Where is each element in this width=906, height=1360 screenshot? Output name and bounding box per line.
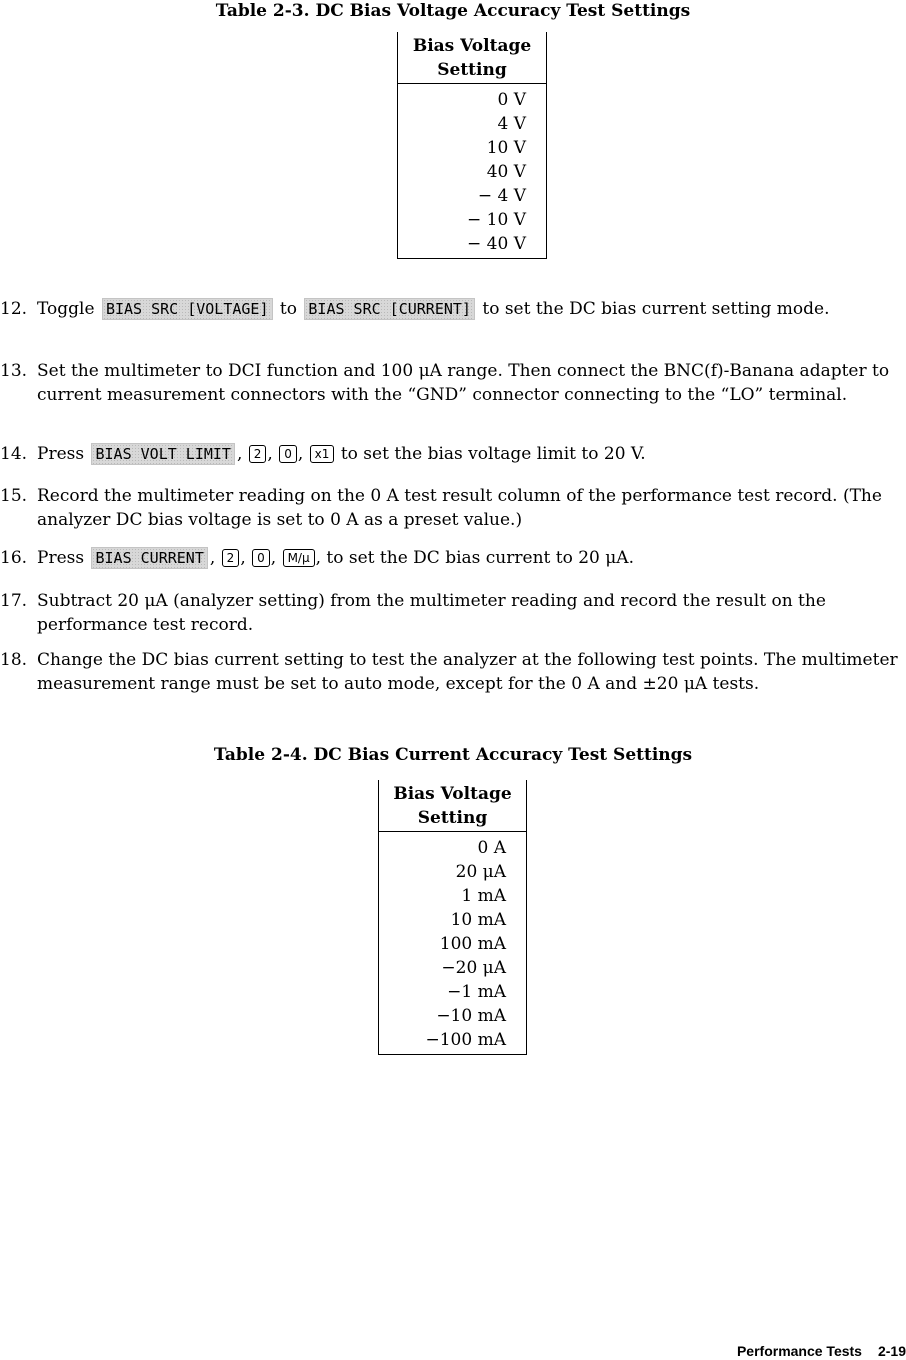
table-row: −100 mA [425, 1030, 506, 1050]
table-row: 100 mA [439, 934, 506, 954]
step-text: Subtract 20 μA (analyzer setting) from the multimeter reading and record the result on the performance test record. [37, 591, 826, 635]
table-2-4 [378, 780, 527, 1055]
table-2-3-header [398, 32, 546, 84]
step-number: 17. [0, 591, 28, 611]
table-row: − 40 V [467, 234, 526, 254]
table-row: 20 μA [455, 862, 506, 882]
step-number: 12. [0, 299, 28, 319]
table-row: 0 A [477, 838, 506, 858]
table-row: 0 V [497, 90, 526, 110]
step-text: to set the DC bias current setting mode. [482, 299, 830, 319]
table-row: 10 mA [450, 910, 506, 930]
key-m-mu-hardkey[interactable]: M/μ [283, 549, 315, 567]
step-text: Record the multimeter reading on the 0 A test result column of the performance test record. (The analyzer DC bias voltage is set to 0 A as a preset value.) [37, 486, 882, 530]
step-number: 14. [0, 444, 28, 464]
step-text: Press [37, 444, 85, 464]
bias-current-softkey[interactable]: BIAS CURRENT [91, 547, 207, 569]
table-row: 1 mA [461, 886, 506, 906]
step-text: to [279, 299, 297, 319]
key-2-hardkey[interactable]: 2 [249, 445, 267, 463]
bias-src-voltage-softkey[interactable]: BIAS SRC [VOLTAGE] [102, 298, 273, 320]
bias-src-current-softkey[interactable]: BIAS SRC [CURRENT] [304, 298, 475, 320]
table-row: 4 V [497, 114, 526, 134]
page-number: 2-19 [877, 1343, 906, 1359]
table-header-line: Bias Voltage [412, 36, 532, 56]
table-row: 10 V [486, 138, 526, 158]
bias-volt-limit-softkey[interactable]: BIAS VOLT LIMIT [91, 443, 234, 465]
table-row: −1 mA [447, 982, 506, 1002]
table-2-3-caption: Table 2-3. DC Bias Voltage Accuracy Test Settings [215, 1, 691, 21]
table-row: − 10 V [467, 210, 526, 230]
step-number: 16. [0, 548, 28, 568]
step-text: Set the multimeter to DCI function and 100 μA range. Then connect the BNC(f)-Banana adapter to current measurement connectors with the “GND” connector connecting to the “LO” terminal. [37, 361, 890, 405]
table-row: −10 mA [436, 1006, 506, 1026]
table-2-4-caption: Table 2-4. DC Bias Current Accuracy Test Settings [213, 745, 693, 765]
key-0-hardkey[interactable]: 0 [252, 549, 270, 567]
step-number: 13. [0, 361, 28, 381]
step-number: 15. [0, 486, 28, 506]
step-number: 18. [0, 650, 28, 670]
step-text: Press [37, 548, 85, 568]
table-row: 40 V [486, 162, 526, 182]
step-text: to set the DC bias current to 20 μA. [326, 548, 634, 568]
table-2-4-header [379, 780, 526, 832]
table-row: −20 μA [441, 958, 506, 978]
key-0-hardkey[interactable]: 0 [279, 445, 297, 463]
table-header-line: Setting [437, 60, 507, 80]
page-footer [737, 1342, 906, 1360]
step-text: Change the DC bias current setting to test the analyzer at the following test points. The multimeter measurement range must be set to auto mode, except for the 0 A and ±20 μA tests. [37, 650, 898, 694]
step-text: to set the bias voltage limit to 20 V. [340, 444, 646, 464]
key-2-hardkey[interactable]: 2 [222, 549, 240, 567]
table-header-line: Bias Voltage [393, 784, 512, 804]
table-header-line: Setting [417, 808, 488, 828]
footer-section: Performance Tests [736, 1343, 862, 1359]
table-row: − 4 V [477, 186, 526, 206]
key-x1-hardkey[interactable]: x1 [310, 445, 335, 463]
table-2-3 [397, 32, 547, 259]
step-text: Toggle [37, 299, 95, 319]
